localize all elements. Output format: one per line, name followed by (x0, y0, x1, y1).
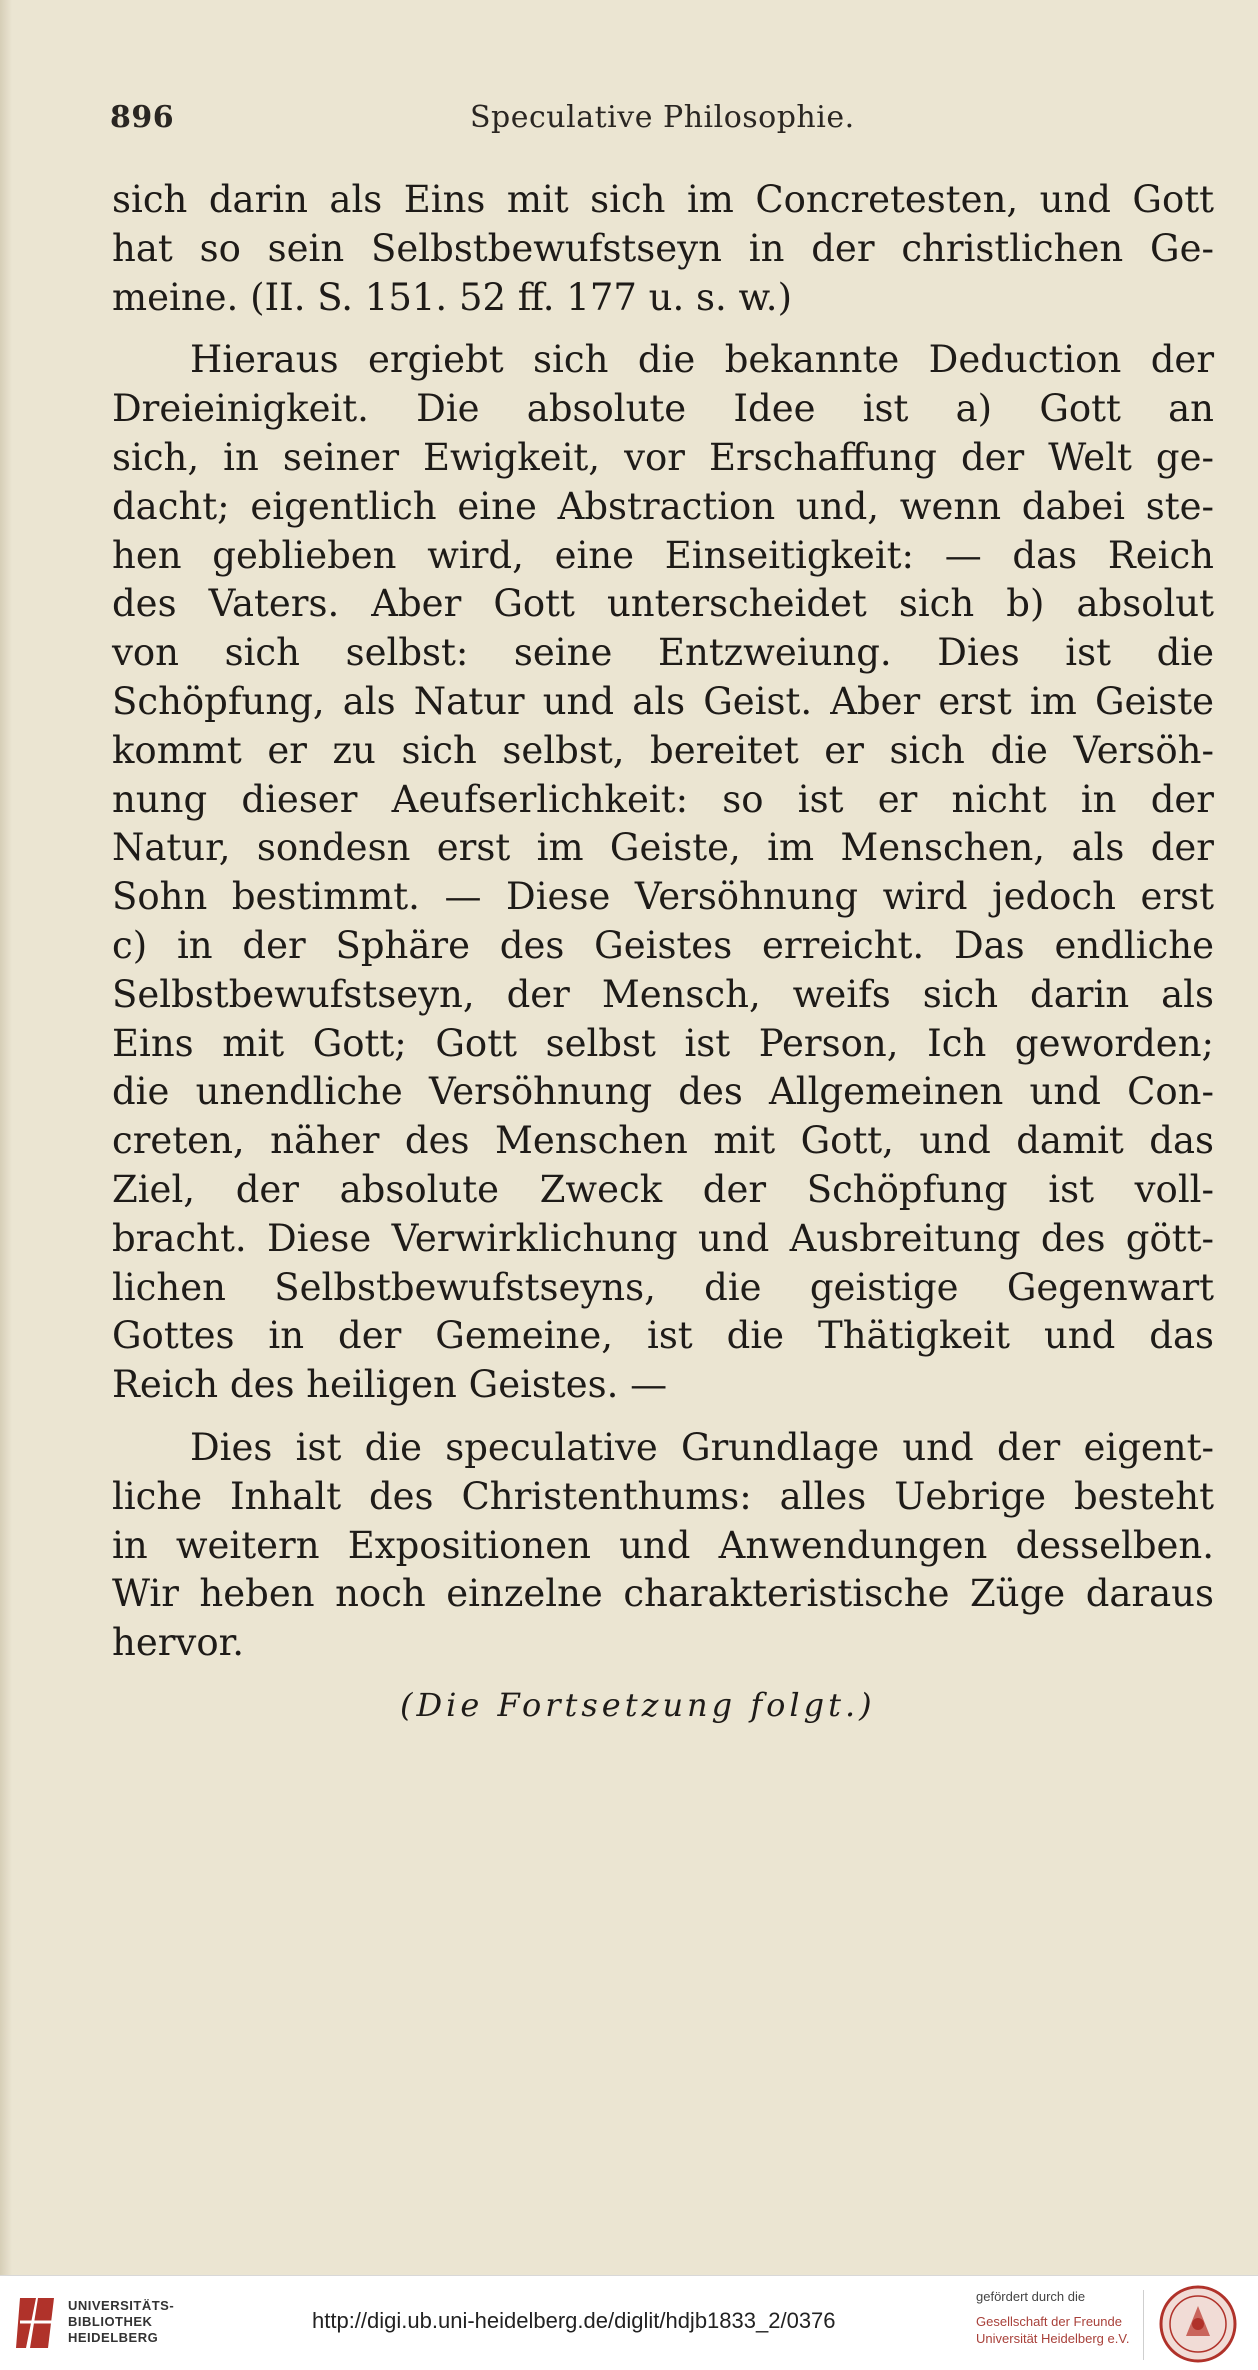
running-title: Speculative Philosophie. (470, 100, 855, 135)
permalink-url[interactable]: http://digi.ub.uni-heidelberg.de/diglit/hdjb1833_2/0376 (312, 2308, 836, 2333)
text-line: Gottes in der Gemeine, ist die Thätigkeit und das (112, 1314, 1214, 1358)
text-line: dacht; eigentlich eine Abstraction und, wenn dabei ste- (112, 484, 1214, 528)
continuation-note: (Die Fortsetzung folgt.) (400, 1686, 876, 1724)
paragraph (112, 176, 1214, 322)
funded-by-label: gefördert durch die (976, 2289, 1086, 2304)
text-line: Natur, sondesn erst im Geiste, im Menschen, als der (112, 826, 1214, 870)
library-name-line: BIBLIOTHEK (68, 2314, 153, 2329)
digitization-footer (0, 2275, 1258, 2370)
text-line: sich darin als Eins mit sich im Concretesten, und Gott (112, 178, 1214, 221)
library-name (68, 2298, 174, 2346)
text-line: Reich des heiligen Geistes. — (112, 1363, 668, 1407)
text-line: c) in der Sphäre des Geistes erreicht. Das endliche (112, 923, 1214, 967)
text-line: Hieraus ergiebt sich die bekannte Deduction der (190, 338, 1214, 382)
text-line: Wir heben noch einzelne charakteristische Züge daraus (112, 1572, 1214, 1616)
text-line: meine. (II. S. 151. 52 ff. 177 u. s. w.) (112, 275, 793, 319)
text-line: bracht. Diese Verwirklichung und Ausbreitung des gött- (112, 1216, 1214, 1260)
paragraph (112, 336, 1214, 1410)
footer-divider (1143, 2290, 1144, 2360)
text-line: von sich selbst: seine Entzweiung. Dies ist die (112, 631, 1214, 675)
funding-credit (976, 2288, 1129, 2347)
text-line: in weitern Expositionen und Anwendungen desselben. (112, 1523, 1214, 1567)
text-line: Dreieinigkeit. Die absolute Idee ist a) Gott an (112, 387, 1214, 431)
page-edge-shadow (0, 0, 12, 2275)
university-seal-icon (1156, 2284, 1240, 2364)
library-name-line: UNIVERSITÄTS- (68, 2298, 175, 2313)
society-name-line: Universität Heidelberg e.V. (976, 2331, 1130, 2346)
text-line: liche Inhalt des Christenthums: alles Uebrige besteht (112, 1474, 1214, 1518)
text-line: Sohn bestimmt. — Diese Versöhnung wird jedoch erst (112, 875, 1214, 919)
text-line: hat so sein Selbstbewufstseyn in der christlichen Ge- (112, 226, 1214, 270)
text-line: nung dieser Aeufserlichkeit: so ist er nicht in der (112, 777, 1214, 821)
page-number: 896 (110, 100, 175, 135)
text-line: sich, in seiner Ewigkeit, vor Erschaffung der Welt ge- (112, 435, 1214, 479)
text-line: Dies ist die speculative Grundlage und der eigent- (190, 1425, 1214, 1469)
library-logo-icon (14, 2292, 58, 2354)
paragraph (112, 1424, 1214, 1668)
running-header (110, 100, 1210, 150)
text-line: Schöpfung, als Natur und als Geist. Aber erst im Geiste (112, 679, 1214, 723)
text-line: kommt er zu sich selbst, bereitet er sich die Versöh- (112, 728, 1214, 772)
text-line: lichen Selbstbewufstseyns, die geistige Gegenwart (112, 1265, 1214, 1309)
text-line: hen geblieben wird, eine Einseitigkeit: — das Reich (112, 533, 1214, 577)
text-line: creten, näher des Menschen mit Gott, und damit das (112, 1119, 1214, 1163)
society-name-line: Gesellschaft der Freunde (976, 2314, 1122, 2329)
text-line: Selbstbewufstseyn, der Mensch, weifs sich darin als (112, 972, 1214, 1016)
library-name-line: HEIDELBERG (68, 2330, 159, 2345)
text-line: Ziel, der absolute Zweck der Schöpfung ist voll- (112, 1167, 1214, 1211)
text-line: hervor. (112, 1621, 244, 1665)
text-line: die unendliche Versöhnung des Allgemeinen und Con- (112, 1070, 1214, 1114)
body-text (112, 176, 1214, 1668)
text-line: Eins mit Gott; Gott selbst ist Person, Ich geworden; (112, 1021, 1214, 1065)
text-line: des Vaters. Aber Gott unterscheidet sich b) absolut (112, 582, 1214, 626)
